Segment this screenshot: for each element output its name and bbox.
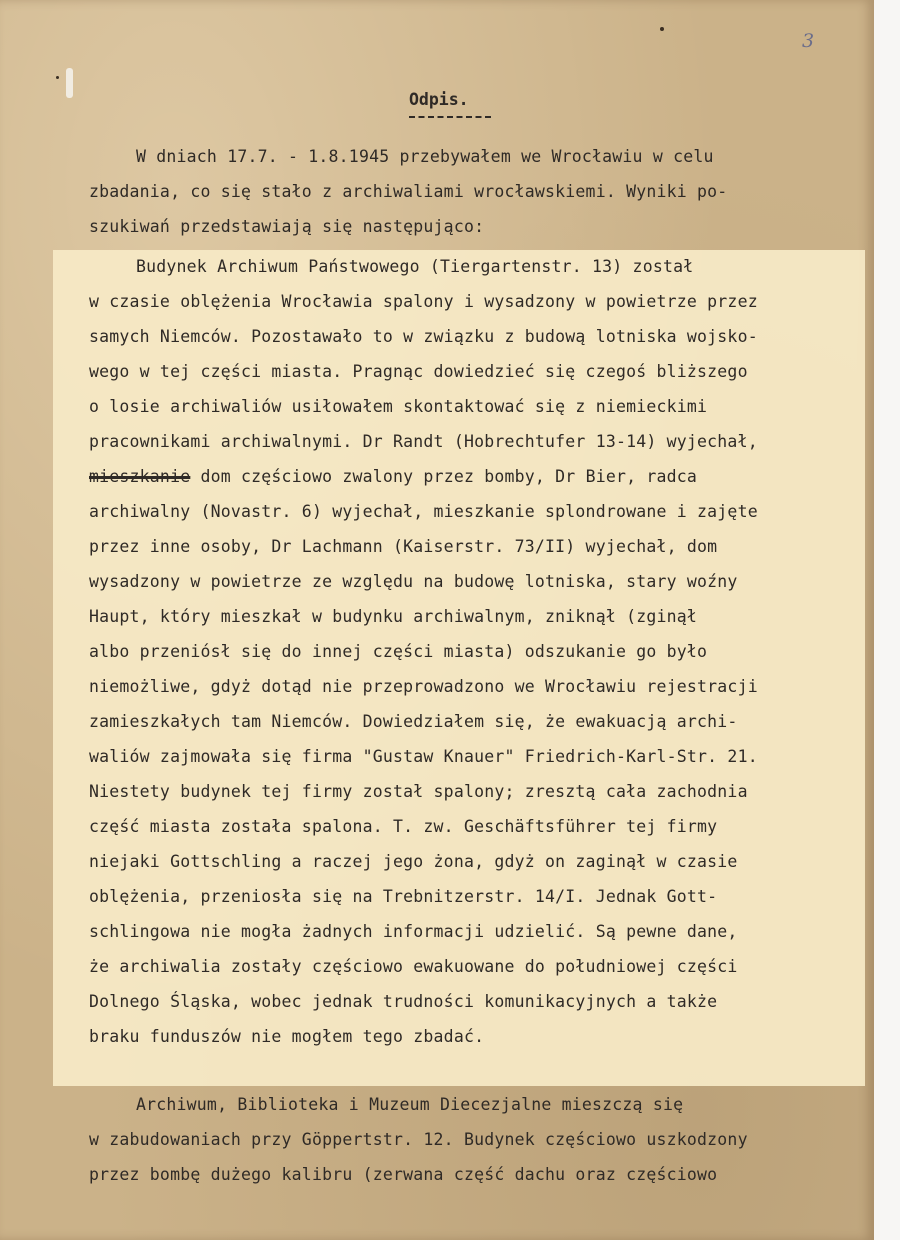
- page-number: 3: [802, 30, 815, 52]
- closing-line: Archiwum, Biblioteka i Muzeum Diecezjalne mieszczą się: [136, 1095, 684, 1114]
- paragraph-line: Haupt, który mieszkał w budynku archiwalnym, zniknął (zginął: [89, 607, 698, 626]
- paragraph-line-text: dom częściowo zwalony przez bomby, Dr Bier, radca: [200, 467, 698, 486]
- paragraph-line: [89, 467, 697, 486]
- paper-tear: [66, 68, 73, 98]
- paragraph-line: zamieszkałych tam Niemców. Dowiedziałem się, że ewakuacją archi-: [89, 712, 738, 731]
- paragraph-line: archiwalny (Novastr. 6) wyjechał, mieszkanie splondrowane i zajęte: [89, 502, 758, 521]
- document-title: Odpis.: [409, 90, 469, 109]
- title-underline: [409, 116, 491, 118]
- intro-line: zbadania, co się stało z archiwaliami wrocławskiemi. Wyniki po-: [89, 182, 728, 201]
- paragraph-line: Dolnego Śląska, wobec jednak trudności komunikacyjnych a także: [89, 992, 718, 1011]
- ink-speck: [56, 76, 59, 79]
- struck-word: mieszkanie: [89, 467, 191, 486]
- paragraph-line: wysadzony w powietrze ze względu na budowę lotniska, stary woźny: [89, 572, 738, 591]
- paragraph-line: Budynek Archiwum Państwowego (Tiergartenstr. 13) został: [136, 257, 694, 276]
- paragraph-line: wego w tej części miasta. Pragnąc dowiedzieć się czegoś bliższego: [89, 362, 748, 381]
- closing-line: w zabudowaniach przy Göppertstr. 12. Budynek częściowo uszkodzony: [89, 1130, 748, 1149]
- paragraph-line: waliów zajmowała się firma "Gustaw Knauer" Friedrich-Karl-Str. 21.: [89, 747, 758, 766]
- paragraph-line: niemożliwe, gdyż dotąd nie przeprowadzono we Wrocławiu rejestracji: [89, 677, 758, 696]
- ink-speck: [660, 27, 664, 31]
- paragraph-line: o losie archiwaliów usiłowałem skontaktować się z niemieckimi: [89, 397, 708, 416]
- paragraph-line: oblężenia, przeniosła się na Trebnitzerstr. 14/I. Jednak Gott-: [89, 887, 718, 906]
- intro-line: W dniach 17.7. - 1.8.1945 przebywałem we Wrocławiu w celu: [136, 147, 714, 166]
- paragraph-line: pracownikami archiwalnymi. Dr Randt (Hobrechtufer 13-14) wyjechał,: [89, 432, 758, 451]
- paragraph-line: część miasta została spalona. T. zw. Geschäftsführer tej firmy: [89, 817, 718, 836]
- paragraph-line: przez inne osoby, Dr Lachmann (Kaiserstr. 73/II) wyjechał, dom: [89, 537, 718, 556]
- paragraph-line: braku funduszów nie mogłem tego zbadać.: [89, 1027, 485, 1046]
- intro-line: szukiwań przedstawiają się następująco:: [89, 217, 485, 236]
- paragraph-line: samych Niemców. Pozostawało to w związku z budową lotniska wojsko-: [89, 327, 758, 346]
- paragraph-line: w czasie oblężenia Wrocławia spalony i wysadzony w powietrze przez: [89, 292, 758, 311]
- paragraph-line: albo przeniósł się do innej części miasta) odszukanie go było: [89, 642, 708, 661]
- paragraph-line: że archiwalia zostały częściowo ewakuowane do południowej części: [89, 957, 738, 976]
- paragraph-line: Niestety budynek tej firmy został spalony; zresztą cała zachodnia: [89, 782, 748, 801]
- scan-margin: [874, 0, 900, 1240]
- closing-line: przez bombę dużego kalibru (zerwana część dachu oraz częściowo: [89, 1165, 718, 1184]
- paragraph-line: schlingowa nie mogła żadnych informacji udzielić. Są pewne dane,: [89, 922, 738, 941]
- paragraph-line: niejaki Gottschling a raczej jego żona, gdyż on zaginął w czasie: [89, 852, 738, 871]
